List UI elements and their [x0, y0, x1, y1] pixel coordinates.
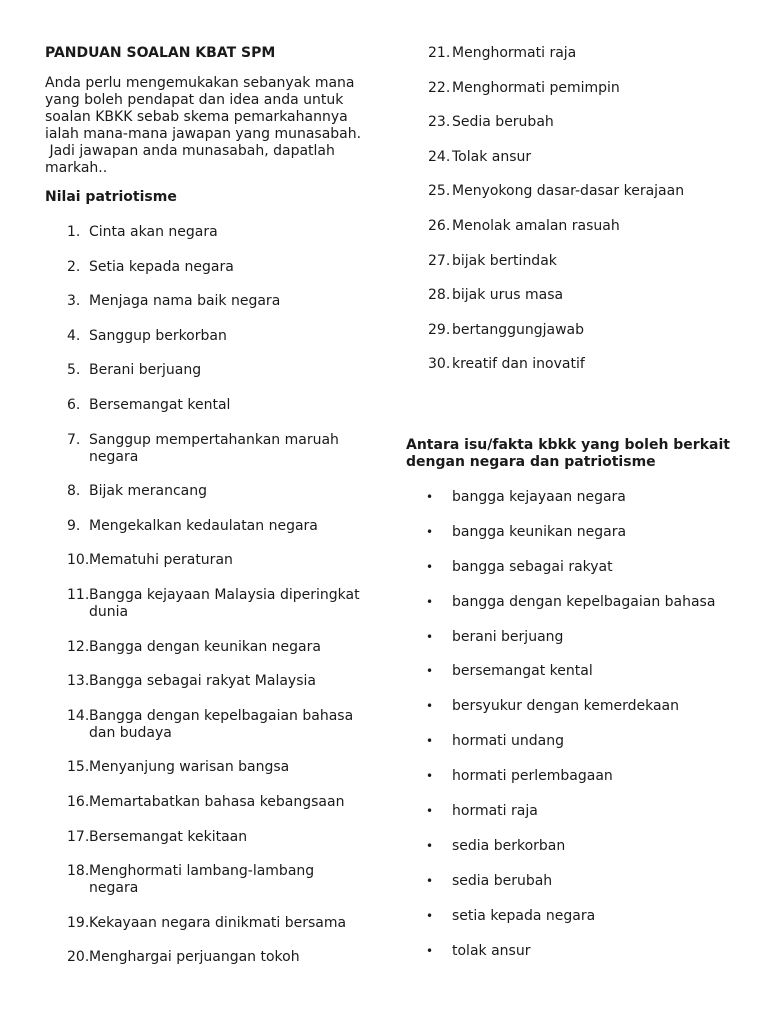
- issue-item: [406, 524, 715, 541]
- list-item: [45, 949, 365, 966]
- list-item-number: 22.: [428, 79, 451, 96]
- issue-item: [406, 594, 715, 611]
- list-item-text: Sanggup mempertahankan maruah negara: [89, 431, 339, 465]
- list-item-number: 13.: [67, 673, 90, 690]
- issue-text: hormati raja: [452, 803, 538, 820]
- issue-text: bangga keunikan negara: [452, 523, 627, 540]
- issues-title: Antara isu/fakta kbkk yang boleh berkait dengan negara dan patriotisme: [406, 437, 730, 470]
- list-item-text: Bersemangat kekitaan: [89, 828, 248, 845]
- list-item-text: Menyanjung warisan bangsa: [89, 759, 290, 776]
- list-item: [45, 794, 365, 811]
- intro-paragraph: [45, 75, 363, 177]
- issue-item: [406, 943, 715, 960]
- list-item: [45, 518, 365, 535]
- list-item-number: 18.: [67, 863, 90, 880]
- intro-line: markah..: [45, 160, 108, 176]
- list-item: [406, 218, 736, 235]
- list-item-text: Cinta akan negara: [89, 224, 218, 240]
- issue-text: bangga kejayaan negara: [452, 489, 626, 505]
- issue-text: hormati perlembagaan: [452, 768, 613, 785]
- list-item-number: 24.: [428, 148, 451, 165]
- issue-item: [406, 663, 715, 680]
- intro-line: soalan KBKK sebab skema pemarkahannya: [45, 109, 348, 125]
- list-item: [45, 328, 365, 345]
- list-item-text: Memartabatkan bahasa kebangsaan: [89, 793, 345, 810]
- list-item: [406, 287, 736, 304]
- bullet-icon: •: [426, 734, 434, 749]
- list-item-text: Menghargai perjuangan tokoh: [89, 949, 300, 966]
- issue-item: [406, 803, 715, 820]
- list-item-number: 14.: [67, 707, 90, 724]
- list-item: [406, 45, 736, 62]
- issue-text: bangga sebagai rakyat: [452, 558, 613, 575]
- issue-item: [406, 768, 715, 785]
- list-item: [406, 322, 736, 339]
- intro-line: yang boleh pendapat dan idea anda untuk: [45, 92, 344, 108]
- issue-text: sedia berubah: [452, 872, 553, 889]
- issue-text: bangga dengan kepelbagaian bahasa: [452, 593, 716, 610]
- bullet-icon: •: [426, 524, 434, 539]
- list-item-number: 1.: [67, 224, 81, 240]
- issue-item: [406, 908, 715, 925]
- issue-text: berani berjuang: [452, 628, 564, 645]
- list-item-text: Mematuhi peraturan: [89, 552, 233, 569]
- list-item-number: 10.: [67, 552, 90, 569]
- list-item: [45, 552, 365, 569]
- list-item: [45, 362, 365, 379]
- list-item: [45, 759, 365, 776]
- list-item: [406, 253, 736, 270]
- list-item-text: Menyokong dasar-dasar kerajaan: [452, 183, 685, 200]
- list-item-number: 25.: [428, 183, 451, 200]
- list-item: [406, 149, 736, 166]
- section-title-patriotism: Nilai patriotisme: [45, 189, 177, 205]
- list-item: [45, 673, 365, 690]
- list-item: [45, 397, 365, 414]
- list-item-text: Menolak amalan rasuah: [452, 217, 620, 234]
- list-item-text: Bangga kejayaan Malaysia diperingkat dunia: [89, 586, 360, 620]
- list-item: [45, 483, 365, 500]
- bullet-icon: •: [426, 594, 434, 609]
- list-item-number: 6.: [67, 396, 81, 413]
- bullet-icon: •: [426, 699, 434, 714]
- intro-line: Jadi jawapan anda munasabah, dapatlah: [45, 143, 335, 159]
- issue-text: setia kepada negara: [452, 907, 596, 924]
- list-item-text: Menghormati raja: [452, 45, 577, 61]
- list-item-text: Menghormati pemimpin: [452, 79, 620, 96]
- list-item-text: bijak bertindak: [452, 252, 557, 269]
- left-column: [45, 45, 365, 984]
- list-item-text: Bijak merancang: [89, 483, 208, 500]
- list-item-number: 27.: [428, 252, 451, 269]
- list-item-number: 16.: [67, 793, 90, 810]
- patriotism-values-list-continued: [406, 45, 736, 373]
- list-item-number: 7.: [67, 431, 81, 448]
- list-item-text: Mengekalkan kedaulatan negara: [89, 517, 318, 534]
- list-item: [406, 183, 736, 200]
- list-item-number: 21.: [428, 45, 451, 61]
- list-item-text: Sedia berubah: [452, 114, 554, 131]
- list-item-text: bertanggungjawab: [452, 321, 584, 338]
- list-item-number: 29.: [428, 321, 451, 338]
- list-item-text: Kekayaan negara dinikmati bersama: [89, 914, 347, 931]
- list-item-number: 23.: [428, 114, 451, 131]
- list-item-number: 8.: [67, 483, 81, 500]
- issue-item: [406, 698, 715, 715]
- list-item: [45, 708, 365, 742]
- list-item-number: 3.: [67, 293, 81, 310]
- list-item-text: Setia kepada negara: [89, 258, 234, 275]
- bullet-icon: •: [426, 804, 434, 819]
- list-item: [45, 915, 365, 932]
- issue-item: [406, 559, 715, 576]
- list-item-number: 4.: [67, 327, 81, 344]
- list-item-text: Tolak ansur: [452, 148, 532, 165]
- list-item: [45, 829, 365, 846]
- list-item-text: Bangga sebagai rakyat Malaysia: [89, 673, 316, 690]
- list-item: [45, 224, 365, 241]
- bullet-icon: •: [426, 943, 434, 958]
- list-item-number: 28.: [428, 287, 451, 304]
- list-item: [45, 293, 365, 310]
- bullet-icon: •: [426, 629, 434, 644]
- intro-line: Anda perlu mengemukakan sebanyak mana: [45, 75, 355, 91]
- list-item-text: bijak urus masa: [452, 287, 564, 304]
- list-item-number: 19.: [67, 914, 90, 931]
- list-item-text: Bersemangat kental: [89, 396, 231, 413]
- list-item-text: Menghormati lambang-lambang negara: [89, 863, 315, 897]
- list-item-text: kreatif dan inovatif: [452, 356, 585, 373]
- list-item-number: 26.: [428, 217, 451, 234]
- list-item: [45, 863, 365, 897]
- issue-text: bersyukur dengan kemerdekaan: [452, 698, 680, 715]
- list-item: [45, 639, 365, 656]
- bullet-icon: •: [426, 873, 434, 888]
- list-item: [406, 356, 736, 373]
- list-item-number: 17.: [67, 828, 90, 845]
- bullet-icon: •: [426, 908, 434, 923]
- list-item-number: 9.: [67, 517, 81, 534]
- list-item-number: 11.: [67, 586, 90, 603]
- bullet-icon: •: [426, 838, 434, 853]
- list-item: [406, 80, 736, 97]
- issue-text: bersemangat kental: [452, 663, 593, 680]
- bullet-icon: •: [426, 559, 434, 574]
- list-item-number: 5.: [67, 362, 81, 379]
- bullet-icon: •: [426, 664, 434, 679]
- list-item: [45, 259, 365, 276]
- list-item-text: Bangga dengan keunikan negara: [89, 638, 321, 655]
- bullet-icon: •: [426, 769, 434, 784]
- list-item-text: Sanggup berkorban: [89, 327, 227, 344]
- issue-item: [406, 838, 715, 855]
- issue-text: tolak ansur: [452, 942, 531, 959]
- intro-line: ialah mana-mana jawapan yang munasabah.: [45, 126, 362, 142]
- list-item: [45, 432, 365, 466]
- list-item-text: Menjaga nama baik negara: [89, 293, 281, 310]
- list-item-number: 12.: [67, 638, 90, 655]
- list-item: [45, 587, 365, 621]
- issue-text: hormati undang: [452, 733, 564, 750]
- issue-item: [406, 733, 715, 750]
- list-item-text: Berani berjuang: [89, 362, 202, 379]
- list-item-number: 20.: [67, 949, 90, 966]
- document-title: PANDUAN SOALAN KBAT SPM: [45, 45, 276, 61]
- issue-item: [406, 489, 715, 506]
- list-item-text: Bangga dengan kepelbagaian bahasa dan budaya: [89, 707, 354, 741]
- list-item-number: 15.: [67, 759, 90, 776]
- issues-list: [406, 489, 715, 977]
- list-item-number: 2.: [67, 258, 81, 275]
- issue-item: [406, 629, 715, 646]
- bullet-icon: •: [426, 490, 434, 504]
- patriotism-values-list: [45, 224, 365, 966]
- issue-text: sedia berkorban: [452, 837, 566, 854]
- list-item-number: 30.: [428, 356, 451, 373]
- issue-item: [406, 873, 715, 890]
- list-item: [406, 114, 736, 131]
- right-column: [406, 45, 736, 959]
